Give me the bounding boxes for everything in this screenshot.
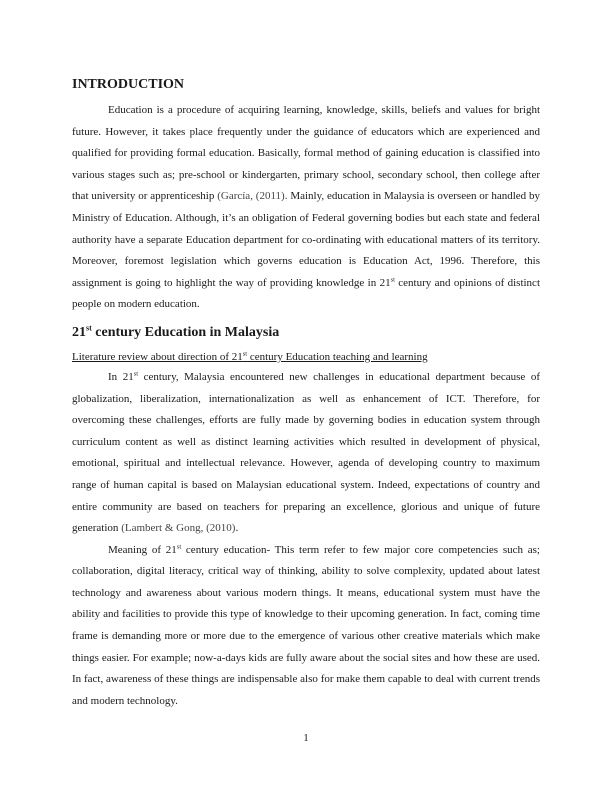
meaning-paragraph	[72, 540, 540, 713]
intro-text-3: century and opinions of distinct people on modern education.	[72, 276, 540, 311]
subheading-superscript: st	[242, 350, 248, 358]
literature-review-subheading	[72, 349, 540, 365]
page-content	[72, 76, 540, 712]
introduction-heading: INTRODUCTION	[72, 77, 185, 92]
intro-text-2: Mainly, education in Malaysia is overseen or handled by Ministry of Education. Although, it’s an obligation of Federal governing bodies but each state and federal authority have a separate Education department for co-ordinating with educational matters of its territory. Moreover, foremost legislation which governs education is Education Act, 1996. Therefore, this assignment is going to highlight the way of providing knowledge in 21	[72, 190, 541, 289]
section-heading-superscript: st	[86, 323, 92, 333]
subheading-text-1: Literature review about direction of 21	[72, 350, 243, 363]
subheading-text-2: century Education teaching and learning	[247, 350, 428, 363]
p2-superscript: st	[176, 543, 182, 551]
section-heading-number: 21	[72, 324, 86, 340]
section-heading-text: century Education in Malaysia	[91, 324, 280, 340]
page-number: 1	[303, 732, 309, 744]
challenges-paragraph	[72, 367, 540, 540]
p1-text-3: .	[235, 522, 239, 535]
p1-superscript: st	[133, 370, 139, 378]
intro-text-1: Education is a procedure of acquiring learning, knowledge, skills, beliefs and values for bright future. However, it takes place frequently under the guidance of educators which are experienced and qualified for providing formal education. Basically, formal method of gaining education is classified into various stages such as; pre-school or kindergarten, primary school, secondary school, then college after that university or apprenticeship	[72, 104, 540, 203]
intro-citation: (García, (2011).	[217, 190, 288, 203]
p1-citation: (Lambert & Gong, (2010)	[121, 522, 236, 535]
section-heading	[72, 324, 540, 342]
p2-text-1: Meaning of 21	[108, 543, 177, 556]
p2-text-2: century education- This term refer to few major core competencies such as; collaboration, digital literacy, critical way of thinking, ability to solve complexity, updated about latest technology and awareness about various modern things. It means, educational system must have the ability and facilities to provide this type of knowledge to their upcoming generation. In fact, coming time frame is demanding more or more due to the emergence of various other creative materials which make things easier. For example; now-a-days kids are fully aware about the social sites and how these are used. In fact, awareness of these things are indispensable also for make them capable to deal with current trends and modern technology.	[72, 543, 540, 707]
intro-superscript: st	[390, 276, 395, 284]
p1-text-2: century, Malaysia encountered new challenges in educational department because of globalization, liberalization, internationalization as well as enhancement of ICT. Therefore, for overcoming these challenges, efforts are fully made by governing bodies in education system through curriculum content as well as distinct learning activities which resulted in development of physical, emotional, spiritual and intellectual relevance. However, agenda of developing country to maximum range of human capital is based on Malaysian educational system. Indeed, expectations of country and entire community are based on teachers for preparing an excellence, glorious and unique of future generation	[72, 370, 540, 535]
introduction-paragraph	[72, 100, 540, 316]
p1-text-1: In 21	[108, 370, 134, 383]
